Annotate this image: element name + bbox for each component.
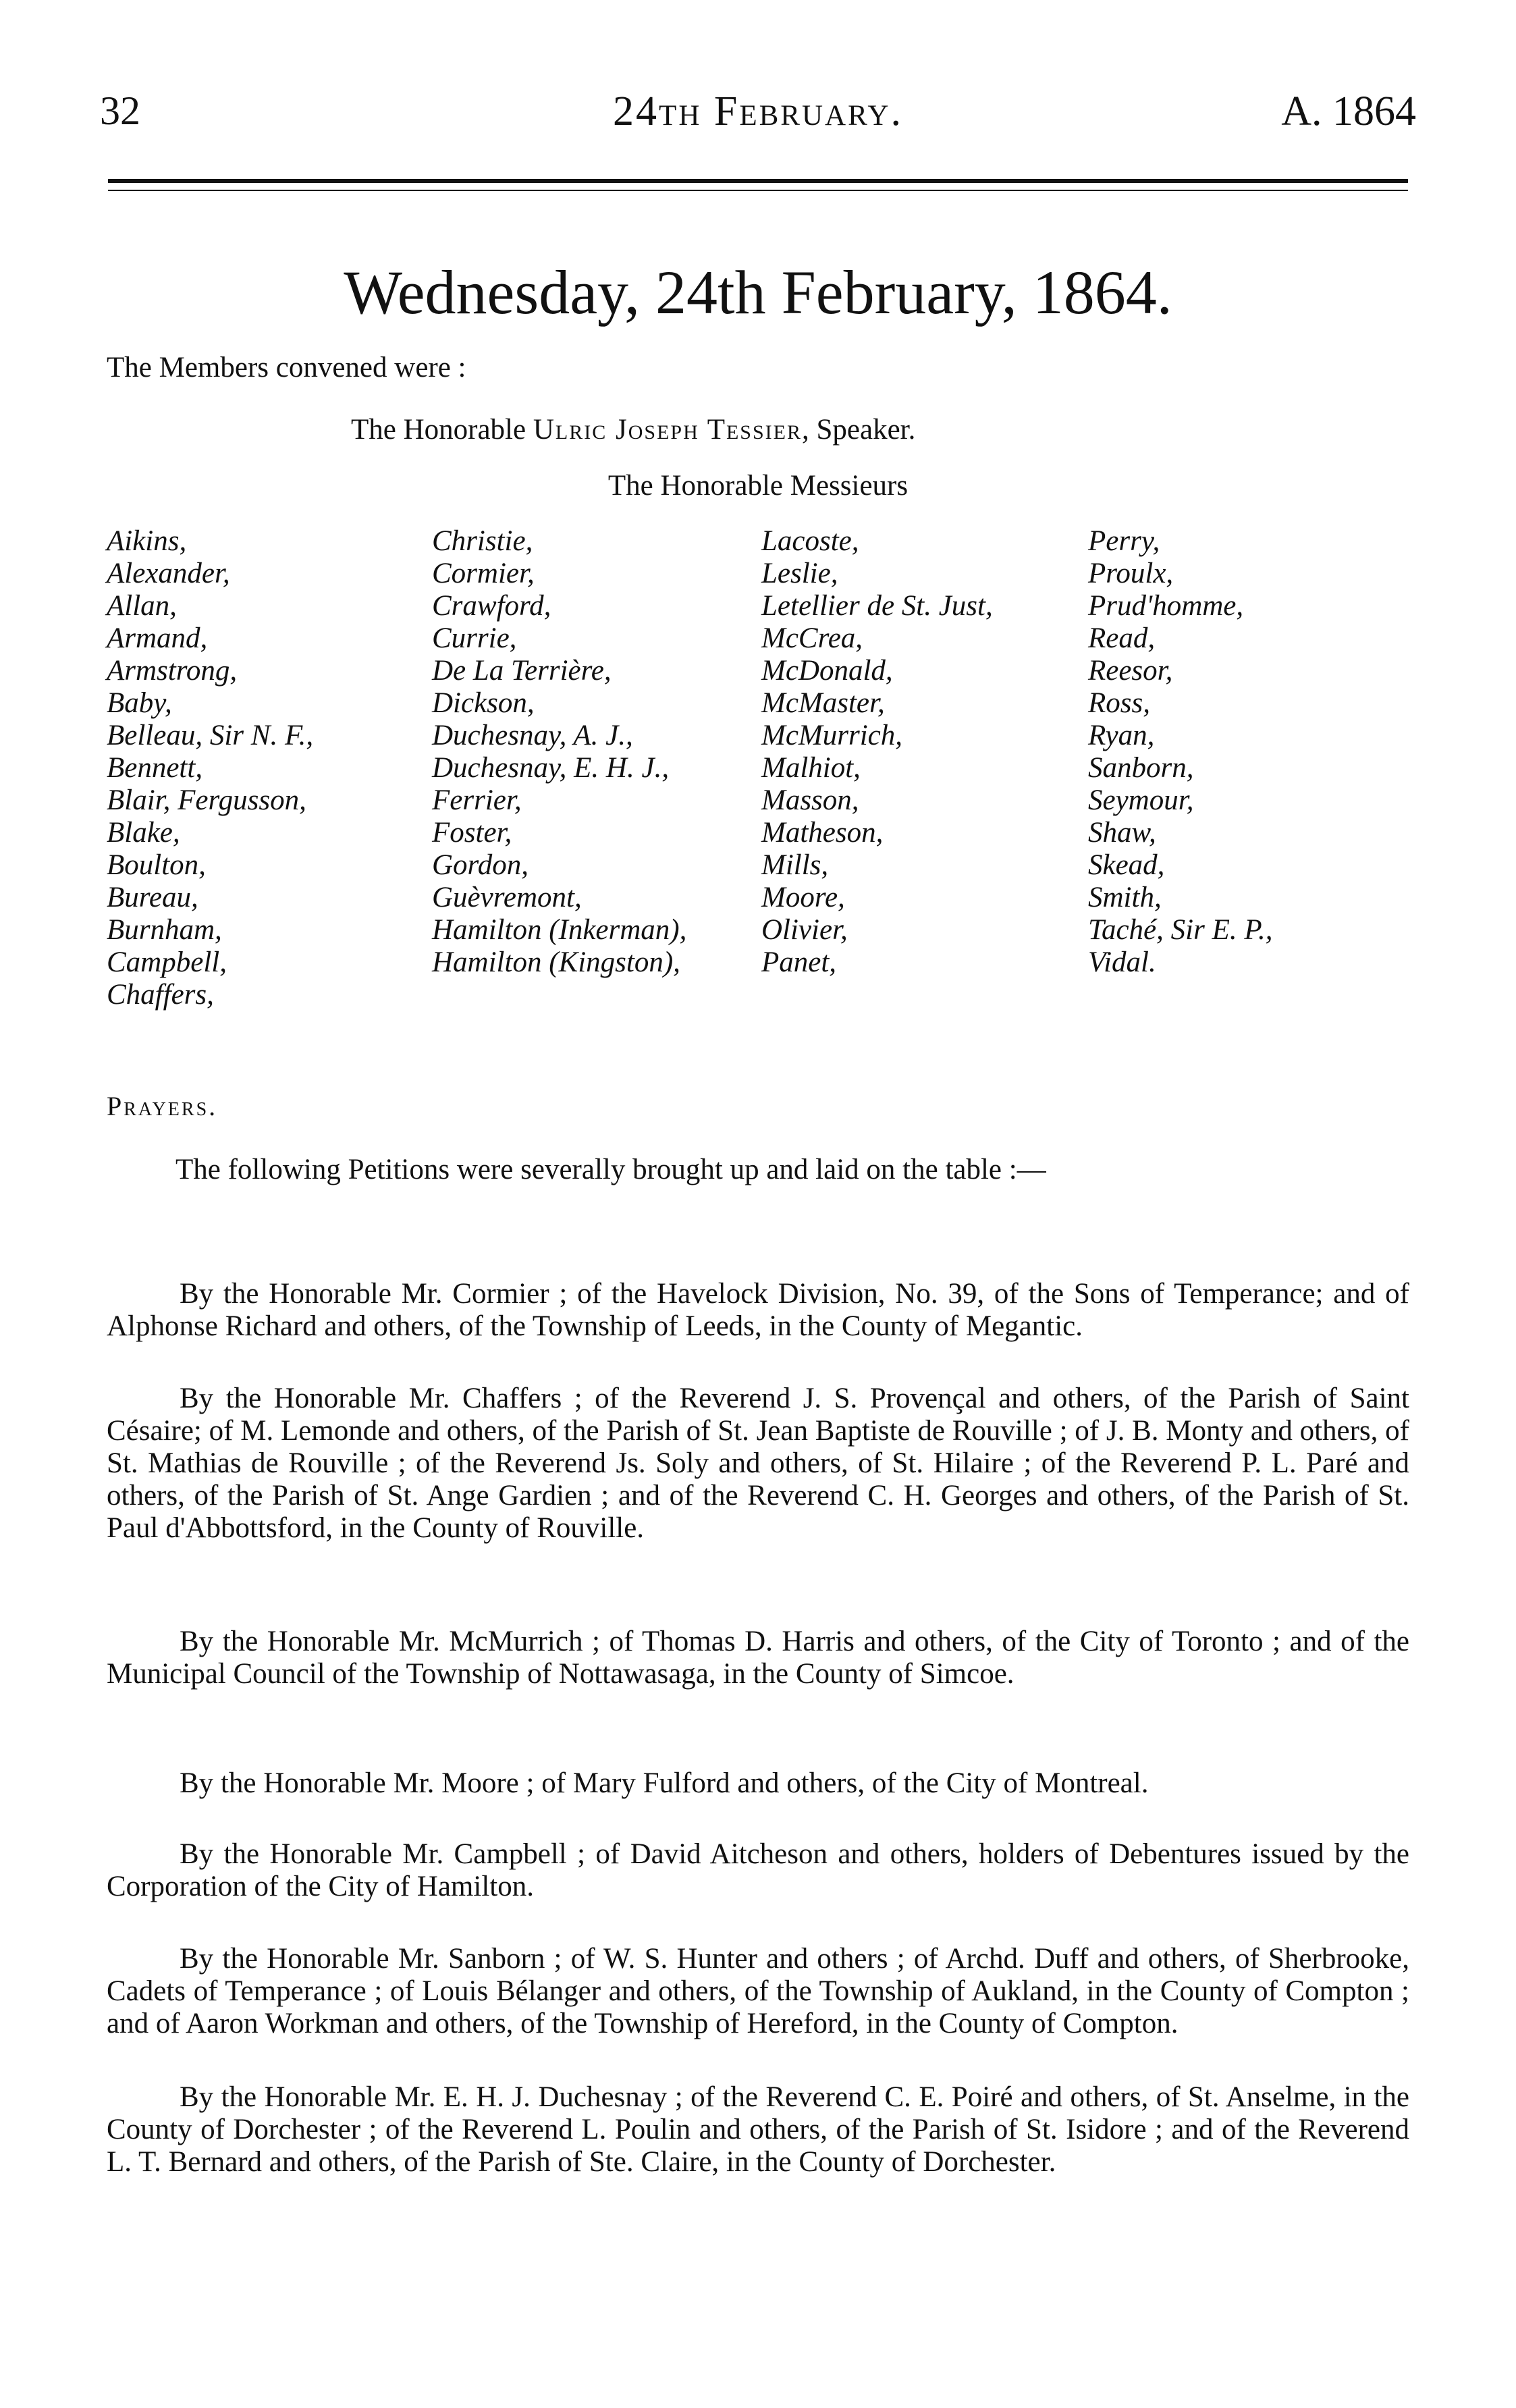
member-name: Read,: [1088, 622, 1156, 654]
running-title: 24th February.: [613, 88, 903, 134]
member-name: Hamilton (Kingston),: [432, 946, 680, 978]
members-column-1: [107, 525, 313, 1011]
member-name: Boulton,: [107, 849, 206, 881]
running-year: A. 1864: [1281, 88, 1416, 134]
member-name: Burnham,: [107, 914, 222, 946]
members-column-2: [432, 525, 686, 979]
petition-paragraph: By the Honorable Mr. Chaffers ; of the Reverend J. S. Provençal and others, of the Parish of Saint Césaire; of M. Lemonde and others, of the Parish of St. Jean Baptiste de Rouville ; of J. B. Monty and others, of St. Mathias de Rouville ; of the Reverend Js. Soly and others, of St. Hilaire ; of the Reverend P. L. Paré and others, of the Parish of St. Ange Gardien ; and of the Reverend C. H. Georges and others, of the Parish of St. Paul d'Abbottsford, in the County of Rouville.: [107, 1383, 1409, 1544]
member-name: Sanborn,: [1088, 752, 1194, 784]
header-rule-thin: [108, 190, 1408, 191]
member-name: Hamilton (Inkerman),: [432, 914, 687, 946]
member-name: Ross,: [1088, 687, 1150, 719]
speaker-name: Ulric Joseph Tessier: [533, 414, 802, 446]
prayers-heading: Prayers.: [107, 1091, 218, 1121]
speaker-prefix: The Honorable: [351, 414, 533, 446]
member-name: Currie,: [432, 622, 517, 654]
member-name: Crawford,: [432, 590, 551, 622]
member-name: De La Terrière,: [432, 655, 612, 687]
page-number: 32: [100, 88, 140, 133]
member-name: Armand,: [107, 622, 208, 654]
petitions-intro: The following Petitions were severally brought up and laid on the table :—: [175, 1154, 1046, 1185]
member-name: Leslie,: [761, 558, 838, 589]
member-name: Matheson,: [761, 817, 884, 849]
header-rule-thick: [108, 179, 1408, 183]
member-name: Aikins,: [107, 525, 187, 557]
petition-paragraph: By the Honorable Mr. Moore ; of Mary Fulford and others, of the City of Montreal.: [180, 1767, 1149, 1799]
petition-paragraph: By the Honorable Mr. Cormier ; of the Havelock Division, No. 39, of the Sons of Temperance; and of Alphonse Richard and others, of the Township of Leeds, in the County of Megantic.: [107, 1278, 1409, 1342]
member-name: Ryan,: [1088, 720, 1155, 751]
member-name: McMurrich,: [761, 720, 902, 751]
member-name: Reesor,: [1088, 655, 1173, 687]
messieurs-heading: The Honorable Messieurs: [607, 470, 909, 502]
speaker-suffix: , Speaker.: [802, 414, 916, 446]
petition-paragraph: By the Honorable Mr. E. H. J. Duchesnay ; of the Reverend C. E. Poiré and others, of St. Anselme, in the County of Dorchester ; of the Reverend L. Poulin and others, of the Parish of St. Isidore ; and of the Reverend L. T. Bernard and others, of the Parish of Ste. Claire, in the County of Dorchester.: [107, 2081, 1409, 2178]
member-name: Smith,: [1088, 882, 1162, 913]
member-name: Guèvremont,: [432, 882, 582, 913]
running-head: [0, 81, 1516, 142]
member-name: Malhiot,: [761, 752, 861, 784]
member-name: Blake,: [107, 817, 180, 849]
member-name: Duchesnay, E. H. J.,: [432, 752, 670, 784]
member-name: Panet,: [761, 946, 837, 978]
member-name: Seymour,: [1088, 784, 1194, 816]
member-name: Ferrier,: [432, 784, 522, 816]
member-name: McCrea,: [761, 622, 863, 654]
members-column-3: [761, 525, 993, 979]
member-name: Armstrong,: [107, 655, 238, 687]
member-name: Allan,: [107, 590, 177, 622]
member-name: Taché, Sir E. P.,: [1088, 914, 1273, 946]
members-convened-line: The Members convened were :: [107, 352, 466, 383]
member-name: Olivier,: [761, 914, 848, 946]
petition-paragraph: By the Honorable Mr. Campbell ; of David Aitcheson and others, holders of Debentures issued by the Corporation of the City of Hamilton.: [107, 1838, 1409, 1902]
member-name: Cormier,: [432, 558, 535, 589]
member-name: Gordon,: [432, 849, 529, 881]
petition-paragraph: By the Honorable Mr. McMurrich ; of Thomas D. Harris and others, of the City of Toronto ; and of the Municipal Council of the Township of Nottawasaga, in the County of Simcoe.: [107, 1626, 1409, 1690]
member-name: Masson,: [761, 784, 859, 816]
member-name: Campbell,: [107, 946, 227, 978]
members-column-4: [1088, 525, 1273, 979]
member-name: Blair, Fergusson,: [107, 784, 306, 816]
member-name: Dickson,: [432, 687, 535, 719]
member-name: Prud'homme,: [1088, 590, 1244, 622]
speaker-line: [351, 413, 915, 446]
member-name: Mills,: [761, 849, 829, 881]
member-name: Alexander,: [107, 558, 230, 589]
member-name: Foster,: [432, 817, 512, 849]
member-name: Proulx,: [1088, 558, 1174, 589]
member-name: Vidal.: [1088, 946, 1156, 978]
member-name: Moore,: [761, 882, 845, 913]
date-heading: Wednesday, 24th February, 1864.: [344, 258, 1172, 327]
member-name: McDonald,: [761, 655, 893, 687]
member-name: Bureau,: [107, 882, 198, 913]
member-name: Letellier de St. Just,: [761, 590, 993, 622]
member-name: Chaffers,: [107, 979, 214, 1011]
member-name: Bennett,: [107, 752, 203, 784]
member-name: Belleau, Sir N. F.,: [107, 720, 314, 751]
member-name: Perry,: [1088, 525, 1160, 557]
member-name: Lacoste,: [761, 525, 859, 557]
petition-paragraph: By the Honorable Mr. Sanborn ; of W. S. Hunter and others ; of Archd. Duff and others, of Sherbrooke, Cadets of Temperance ; of Louis Bélanger and others, of the Township of Aukland, in the County of Compton ; and of Aaron Workman and others, of the Township of Hereford, in the County of Compton.: [107, 1943, 1409, 2039]
member-name: Duchesnay, A. J.,: [432, 720, 633, 751]
member-name: Shaw,: [1088, 817, 1156, 849]
member-name: Skead,: [1088, 849, 1165, 881]
member-name: McMaster,: [761, 687, 885, 719]
member-name: Baby,: [107, 687, 172, 719]
member-name: Christie,: [432, 525, 533, 557]
